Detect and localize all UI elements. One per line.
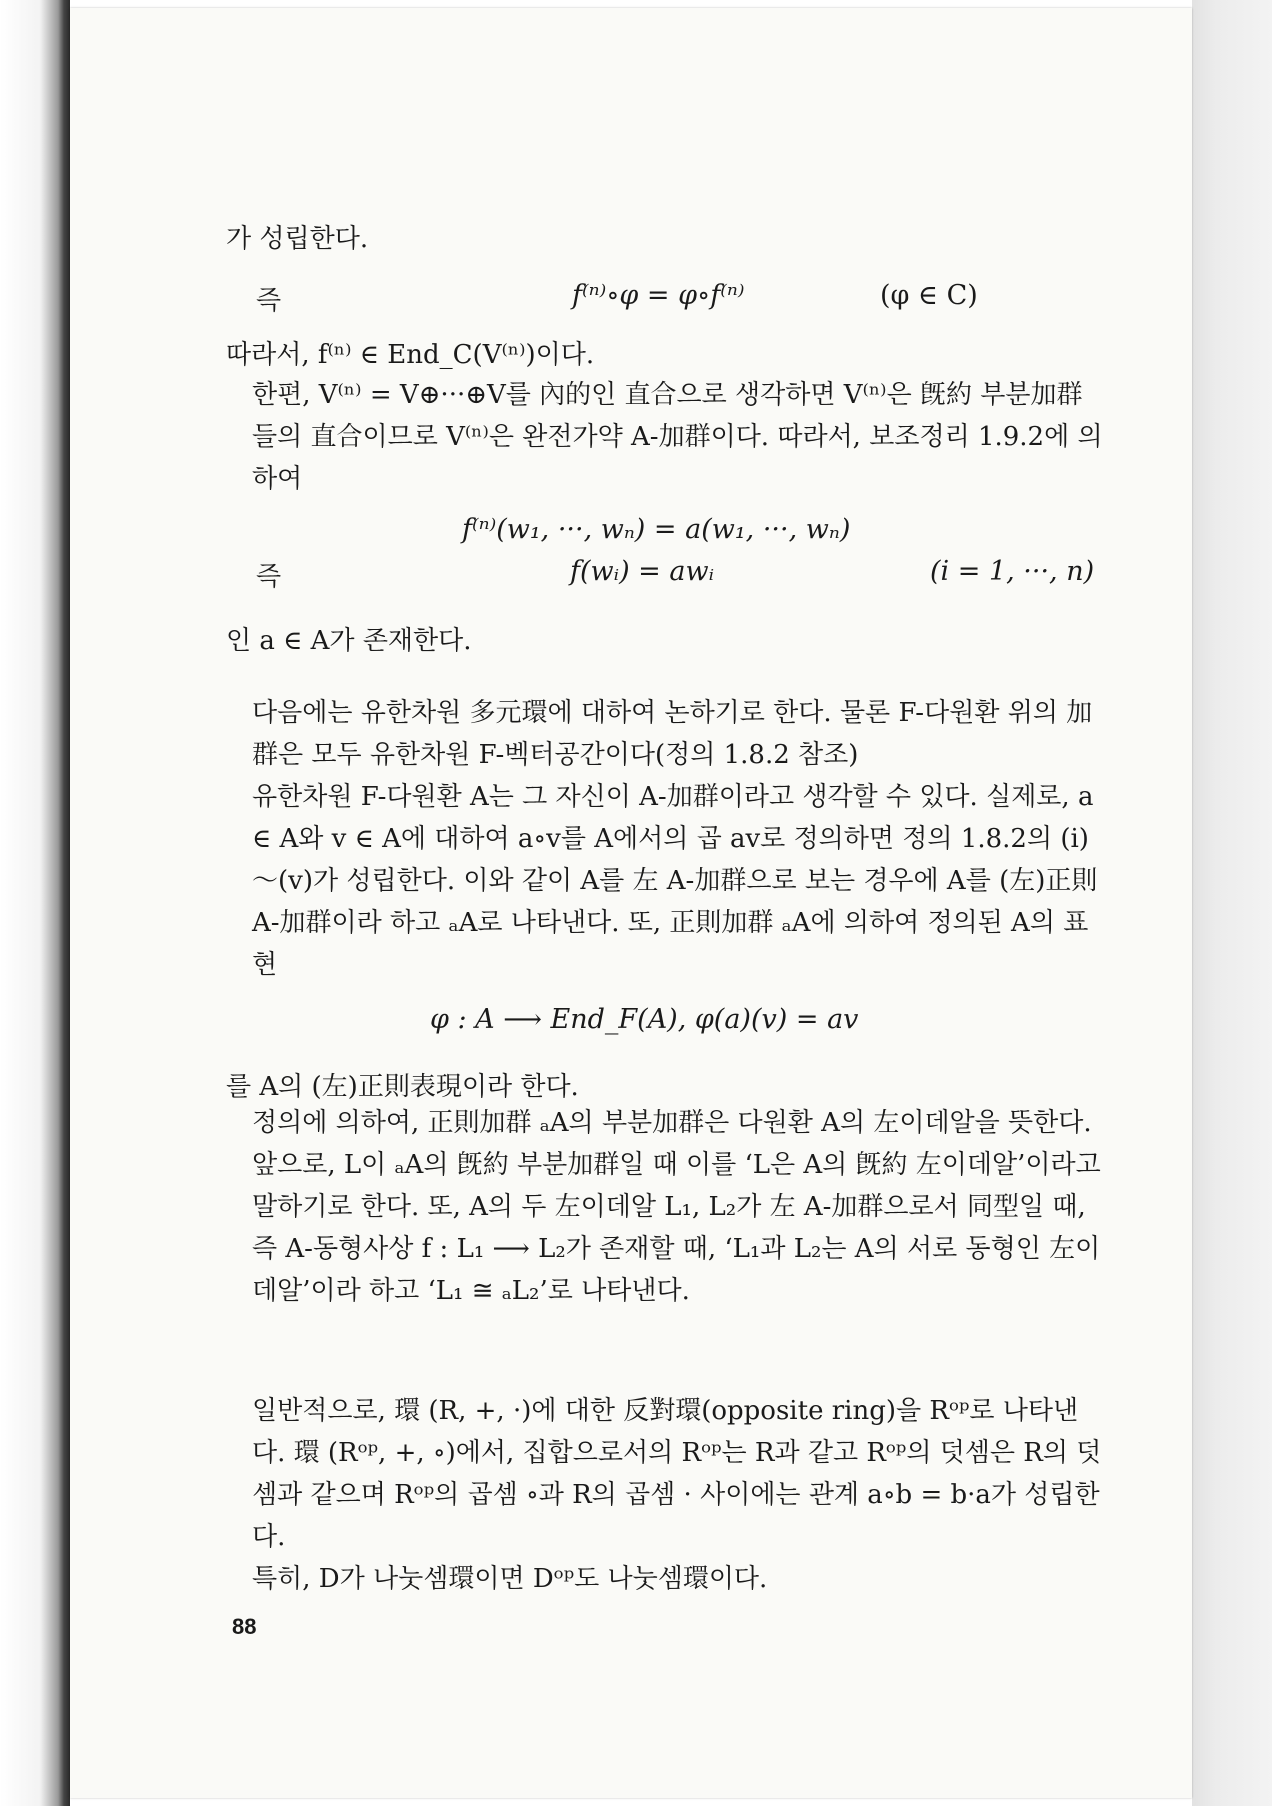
text-line: 따라서, f⁽ⁿ⁾ ∈ End_C(V⁽ⁿ⁾)이다. bbox=[226, 340, 595, 370]
equation-condition: (i = 1, ···, n) bbox=[930, 556, 1095, 587]
scan-margin bbox=[1192, 0, 1272, 1806]
equation-label: 즉 bbox=[256, 286, 282, 316]
equation: f⁽ⁿ⁾∘φ = φ∘f⁽ⁿ⁾ bbox=[572, 280, 745, 311]
equation: φ : A ⟶ End_F(A), φ(a)(v) = av bbox=[430, 1004, 859, 1035]
text-line: 를 A의 (左)正則表現이라 한다. bbox=[226, 1072, 579, 1102]
paragraph: 한편, V⁽ⁿ⁾ = V⊕···⊕V를 內的인 直合으로 생각하면 V⁽ⁿ⁾은 旣約 부분加群들의 直合이므로 V⁽ⁿ⁾은 완전가약 A-加群이다. 따라서, 보조정리 1.9.2에 의하여 bbox=[252, 380, 1103, 494]
paragraph: 유한차원 F-다원환 A는 그 자신이 A-加群이라고 생각할 수 있다. 실제로, a ∈ A와 v ∈ A에 대하여 a∘v를 A에서의 곱 av로 정의하면 정의 1.8.2의 (i)～(v)가 성립한다. 이와 같이 A를 左 A-加群으로 보는 경우에 A를 (左)正則 A-加群이라 하고 ₐA로 나타낸다. 또, 正則加群 ₐA에 의하여 정의된 A의 표현 bbox=[252, 782, 1098, 980]
equation-condition: (φ ∈ C) bbox=[880, 280, 978, 311]
book-spine-edge bbox=[0, 0, 70, 1806]
equation: f(wᵢ) = awᵢ bbox=[570, 556, 715, 587]
equation: f⁽ⁿ⁾(w₁, ···, wₙ) = a(w₁, ···, wₙ) bbox=[462, 514, 851, 545]
text-line: 인 a ∈ A가 존재한다. bbox=[226, 626, 472, 656]
paragraph: 다음에는 유한차원 多元環에 대하여 논하기로 한다. 물론 F-다원환 위의 加群은 모두 유한차원 F-벡터공간이다(정의 1.8.2 참조) bbox=[252, 698, 1093, 770]
text-line: 가 성립한다. bbox=[226, 224, 369, 254]
paragraph: 특히, D가 나눗셈環이면 Dᵒᵖ도 나눗셈環이다. bbox=[252, 1564, 768, 1594]
page-number: 88 bbox=[232, 1614, 257, 1639]
equation-label: 즉 bbox=[256, 562, 282, 592]
paragraph: 일반적으로, 環 (R, +, ·)에 대한 反對環(opposite ring)을 Rᵒᵖ로 나타낸다. 環 (Rᵒᵖ, +, ∘)에서, 집합으로서의 Rᵒᵖ는 R과 같고 Rᵒᵖ의 덧셈은 R의 덧셈과 같으며 Rᵒᵖ의 곱셈 ∘과 R의 곱셈 · 사이에는 관계 a∘b = b·a가 성립한다. bbox=[252, 1396, 1102, 1552]
paragraph: 정의에 의하여, 正則加群 ₐA의 부분加群은 다원환 A의 左이데알을 뜻한다. 앞으로, L이 ₐA의 旣約 부분加群일 때 이를 ‘L은 A의 旣約 左이데알’이라고 말하기로 한다. 또, A의 두 左이데알 L₁, L₂가 左 A-加群으로서 同型일 때, 즉 A-동형사상 f : L₁ ⟶ L₂가 존재할 때, ‘L₁과 L₂는 A의 서로 동형인 左이데알’이라 하고 ‘L₁ ≅ ₐL₂’로 나타낸다. bbox=[252, 1108, 1101, 1306]
